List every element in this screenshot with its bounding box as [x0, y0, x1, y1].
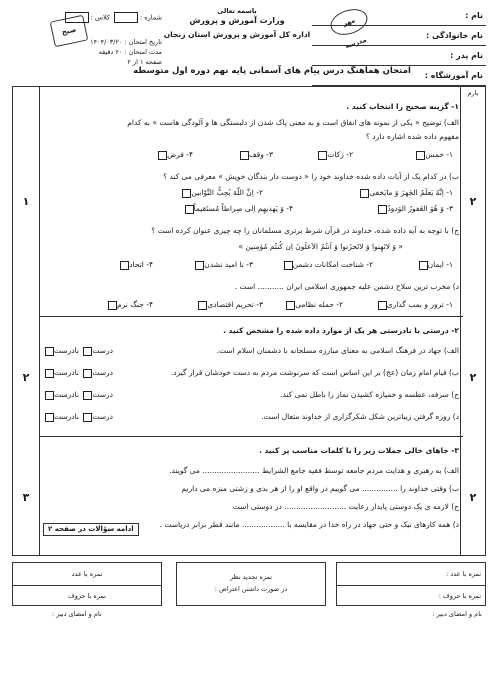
q3-item-d: د) همه کارهای نیک و حتی جهاد در راه خدا در مقایسه با .................. مانند قطر برابر دریاست . — [159, 520, 459, 529]
q1-c-option-1[interactable]: ۱- ایمان — [417, 259, 453, 271]
q2-item-c: ج) سرفه، عطسه و خمیازه کشیدن نماز را باطل نمی کند. — [280, 390, 459, 399]
page-indicator: صفحه ۱ از ۲ — [127, 58, 162, 66]
checkbox[interactable] — [284, 261, 293, 270]
q3-item-a: الف) به رهبری و هدایت مردم جامعه توسط فقیه جامع الشرایط ........................ می گویند. — [169, 466, 459, 475]
question-sheet — [12, 86, 486, 556]
field-name: نام : — [312, 6, 486, 26]
exam-duration: مدت امتحان : ۶۰ دقیقه — [98, 48, 162, 56]
q2-item-a: الف) جهاد در فرهنگ اسلامی به معنای مبارزه مسلحانه با دشمنان اسلام است. — [216, 346, 459, 355]
score-letters-left: نمره با حروف — [68, 592, 106, 600]
q2-intro: ۲- درستی یا نادرستی هر یک از موارد داده شده را مشخص کنید . — [223, 326, 459, 335]
q1-a-option-2[interactable]: ۲- زکات — [316, 149, 353, 161]
q2-item-b: ب) قیام امام زمان (عج) بر این اساس است که سرنوشت مردم به دست خودشان قرار گیرد. — [170, 368, 459, 377]
checkbox[interactable] — [416, 151, 425, 160]
checkbox[interactable] — [158, 151, 167, 160]
checkbox[interactable] — [45, 413, 54, 422]
score-box-right — [336, 562, 486, 606]
q3-intro: ۳- جاهای خالی جملات زیر را با کلمات مناسب پر کنید . — [259, 446, 459, 455]
q1-d-option-1[interactable]: ۱- ترور و بمب گذاری — [376, 299, 453, 311]
q3-item-b: ب) وقتی خداوند را ............... می گوییم در واقع او را از هر بدی و زشتی منزه می داریم — [181, 484, 459, 493]
field-school-name: نام آموزشگاه : — [312, 66, 486, 86]
q2-b-choices[interactable]: درست نادرست — [43, 367, 113, 379]
q1-a-option-1[interactable]: ۱- خمس — [414, 149, 453, 161]
number-column — [13, 87, 40, 555]
question-3 — [39, 437, 463, 555]
score-header: بارم — [467, 89, 479, 97]
checkbox[interactable] — [108, 301, 117, 310]
checkbox[interactable] — [378, 301, 387, 310]
continue-note: ادامه سؤالات در صفحه ۲ — [43, 523, 139, 536]
checkbox[interactable] — [419, 261, 428, 270]
exam-date: تاریخ امتحان : ۱۴۰۴/۰۳/۲۰ — [90, 38, 162, 46]
q3-score: ۲ — [469, 491, 477, 504]
teacher-sign-right: نام و امضای دبیر : — [432, 610, 482, 618]
exam-title: امتحان هماهنگ درس پیام های آسمانی پایه نهم دوره اول متوسطه — [133, 66, 411, 76]
checkbox[interactable] — [120, 261, 129, 270]
q1-b-option-2[interactable]: ۲- اِنَّ اللّهَ یُحِبُّ التَّوّابین — [180, 187, 263, 199]
checkbox[interactable] — [45, 369, 54, 378]
q1-a-line1: الف) توضیح « یکی از نمونه های انفاق است و به معنی پاک شدن از دلبستگی ها و آلودگی هاست » به کدام — [127, 118, 459, 127]
checkbox[interactable] — [185, 205, 194, 214]
q1-b-option-1[interactable]: ۱- اِنَّهُ یَعلَمُ الجَهرَ وَ مایَخفی — [358, 187, 453, 199]
checkbox[interactable] — [45, 347, 54, 356]
field-family-name: نام خانوادگی : — [312, 26, 486, 46]
checkbox[interactable] — [195, 261, 204, 270]
q1-c-line: ج) با توجه به آیه داده شده، خداوند در قرآن شرط برتری مسلمانان را چه چیزی عنوان کرده است ؟ — [151, 226, 459, 235]
q1-intro: ۱- گزینه صحیح را انتخاب کنید . — [346, 102, 459, 111]
ministry-name: وزارت آموزش و پرورش — [189, 16, 285, 25]
q2-item-d: د) روزه گرفتن زیباترین شکل شکرگزاری از خداوند متعال است. — [261, 412, 459, 421]
grading-footer — [12, 562, 486, 632]
q1-c-option-3[interactable]: ۳- نا امید نشدن — [193, 259, 253, 271]
q2-number: ۲ — [22, 371, 30, 384]
q1-d-option-4[interactable]: ۴- جنگ نرم — [106, 299, 153, 311]
checkbox[interactable] — [45, 391, 54, 400]
q1-b-option-4[interactable]: ۴- وَ یَهدیهِم اِلی صِراطاً مُستَقیماً — [183, 203, 293, 215]
score-letters-right: نمره با حروف : — [438, 592, 481, 600]
checkbox[interactable] — [318, 151, 327, 160]
score-box-left — [12, 562, 162, 606]
teacher-sign-left: نام و امضای دبیر : — [52, 610, 102, 618]
q1-a-option-4[interactable]: ۴- فرض — [156, 149, 193, 161]
revised-label: نمره تجدید نظر — [229, 573, 273, 581]
q1-c-verse: « وَ لاتَهِنوا وَ لاتَحزَنوا وَ اَنتُمُ الاَعلَونَ اِن کُنتُم مُؤمِنین » — [238, 242, 403, 251]
revised-score-box — [176, 562, 326, 606]
q1-c-option-2[interactable]: ۲- شناخت امکانات دشمن — [282, 259, 373, 271]
exam-header — [12, 6, 486, 86]
exam-page — [12, 6, 486, 682]
q1-b-option-3[interactable]: ۳- وَ هُوَ الغَفورُ الوَدودُ — [376, 203, 453, 215]
q1-number: ۱ — [22, 195, 30, 208]
school-seal: مهر مدرسه — [327, 5, 371, 40]
q3-item-c: ج) لازمه ی یک دوستی پایدار رعایت .......................... در دوستی است — [232, 502, 459, 511]
q1-d-option-3[interactable]: ۳- تحریم اقتصادی — [196, 299, 263, 311]
basmala: باسمه تعالی — [217, 7, 257, 15]
number-box — [114, 12, 138, 23]
q1-d-line: د) مخرب ترین سلاح دشمن علیه جمهوری اسلامی ایران ........... است . — [234, 282, 459, 291]
checkbox[interactable] — [182, 189, 191, 198]
number-class-row — [12, 12, 162, 23]
q2-score: ۲ — [469, 371, 477, 384]
revised-note: در صورت داشتن اعتراض : — [214, 585, 288, 593]
field-father-name: نام پدر : — [312, 46, 486, 66]
office-name: اداره کل آموزش و پرورش استان زنجان — [163, 30, 311, 39]
q1-b-line: ب) در کدام یک از آیات داده شده خداوند خود را « دوست دار بندگان خویش » معرفی می کند ؟ — [163, 172, 459, 181]
score-num-left: نمره با عدد — [13, 563, 161, 586]
q3-number: ۳ — [22, 491, 30, 504]
checkbox[interactable] — [240, 151, 249, 160]
class-label: کلاس : — [90, 13, 110, 22]
q1-score: ۲ — [469, 195, 477, 208]
header-center — [162, 6, 368, 66]
q2-a-choices[interactable]: درست نادرست — [43, 345, 113, 357]
score-column — [460, 87, 485, 555]
q2-d-choices[interactable]: درست نادرست — [43, 411, 113, 423]
checkbox[interactable] — [286, 301, 295, 310]
question-1 — [39, 87, 463, 317]
checkbox[interactable] — [360, 189, 369, 198]
q2-c-choices[interactable]: درست نادرست — [43, 389, 113, 401]
q1-a-option-3[interactable]: ۳- وقف — [238, 149, 273, 161]
q1-d-option-2[interactable]: ۲- حمله نظامی — [284, 299, 343, 311]
question-2 — [39, 317, 463, 437]
score-num-right: نمره با عدد : — [337, 563, 485, 586]
number-label: شماره : — [140, 13, 162, 22]
session-stamp: صبح — [50, 15, 89, 48]
q1-c-option-4[interactable]: ۴- اتحاد — [118, 259, 153, 271]
q1-a-line2: مفهوم داده شده اشاره دارد ؟ — [365, 132, 459, 141]
